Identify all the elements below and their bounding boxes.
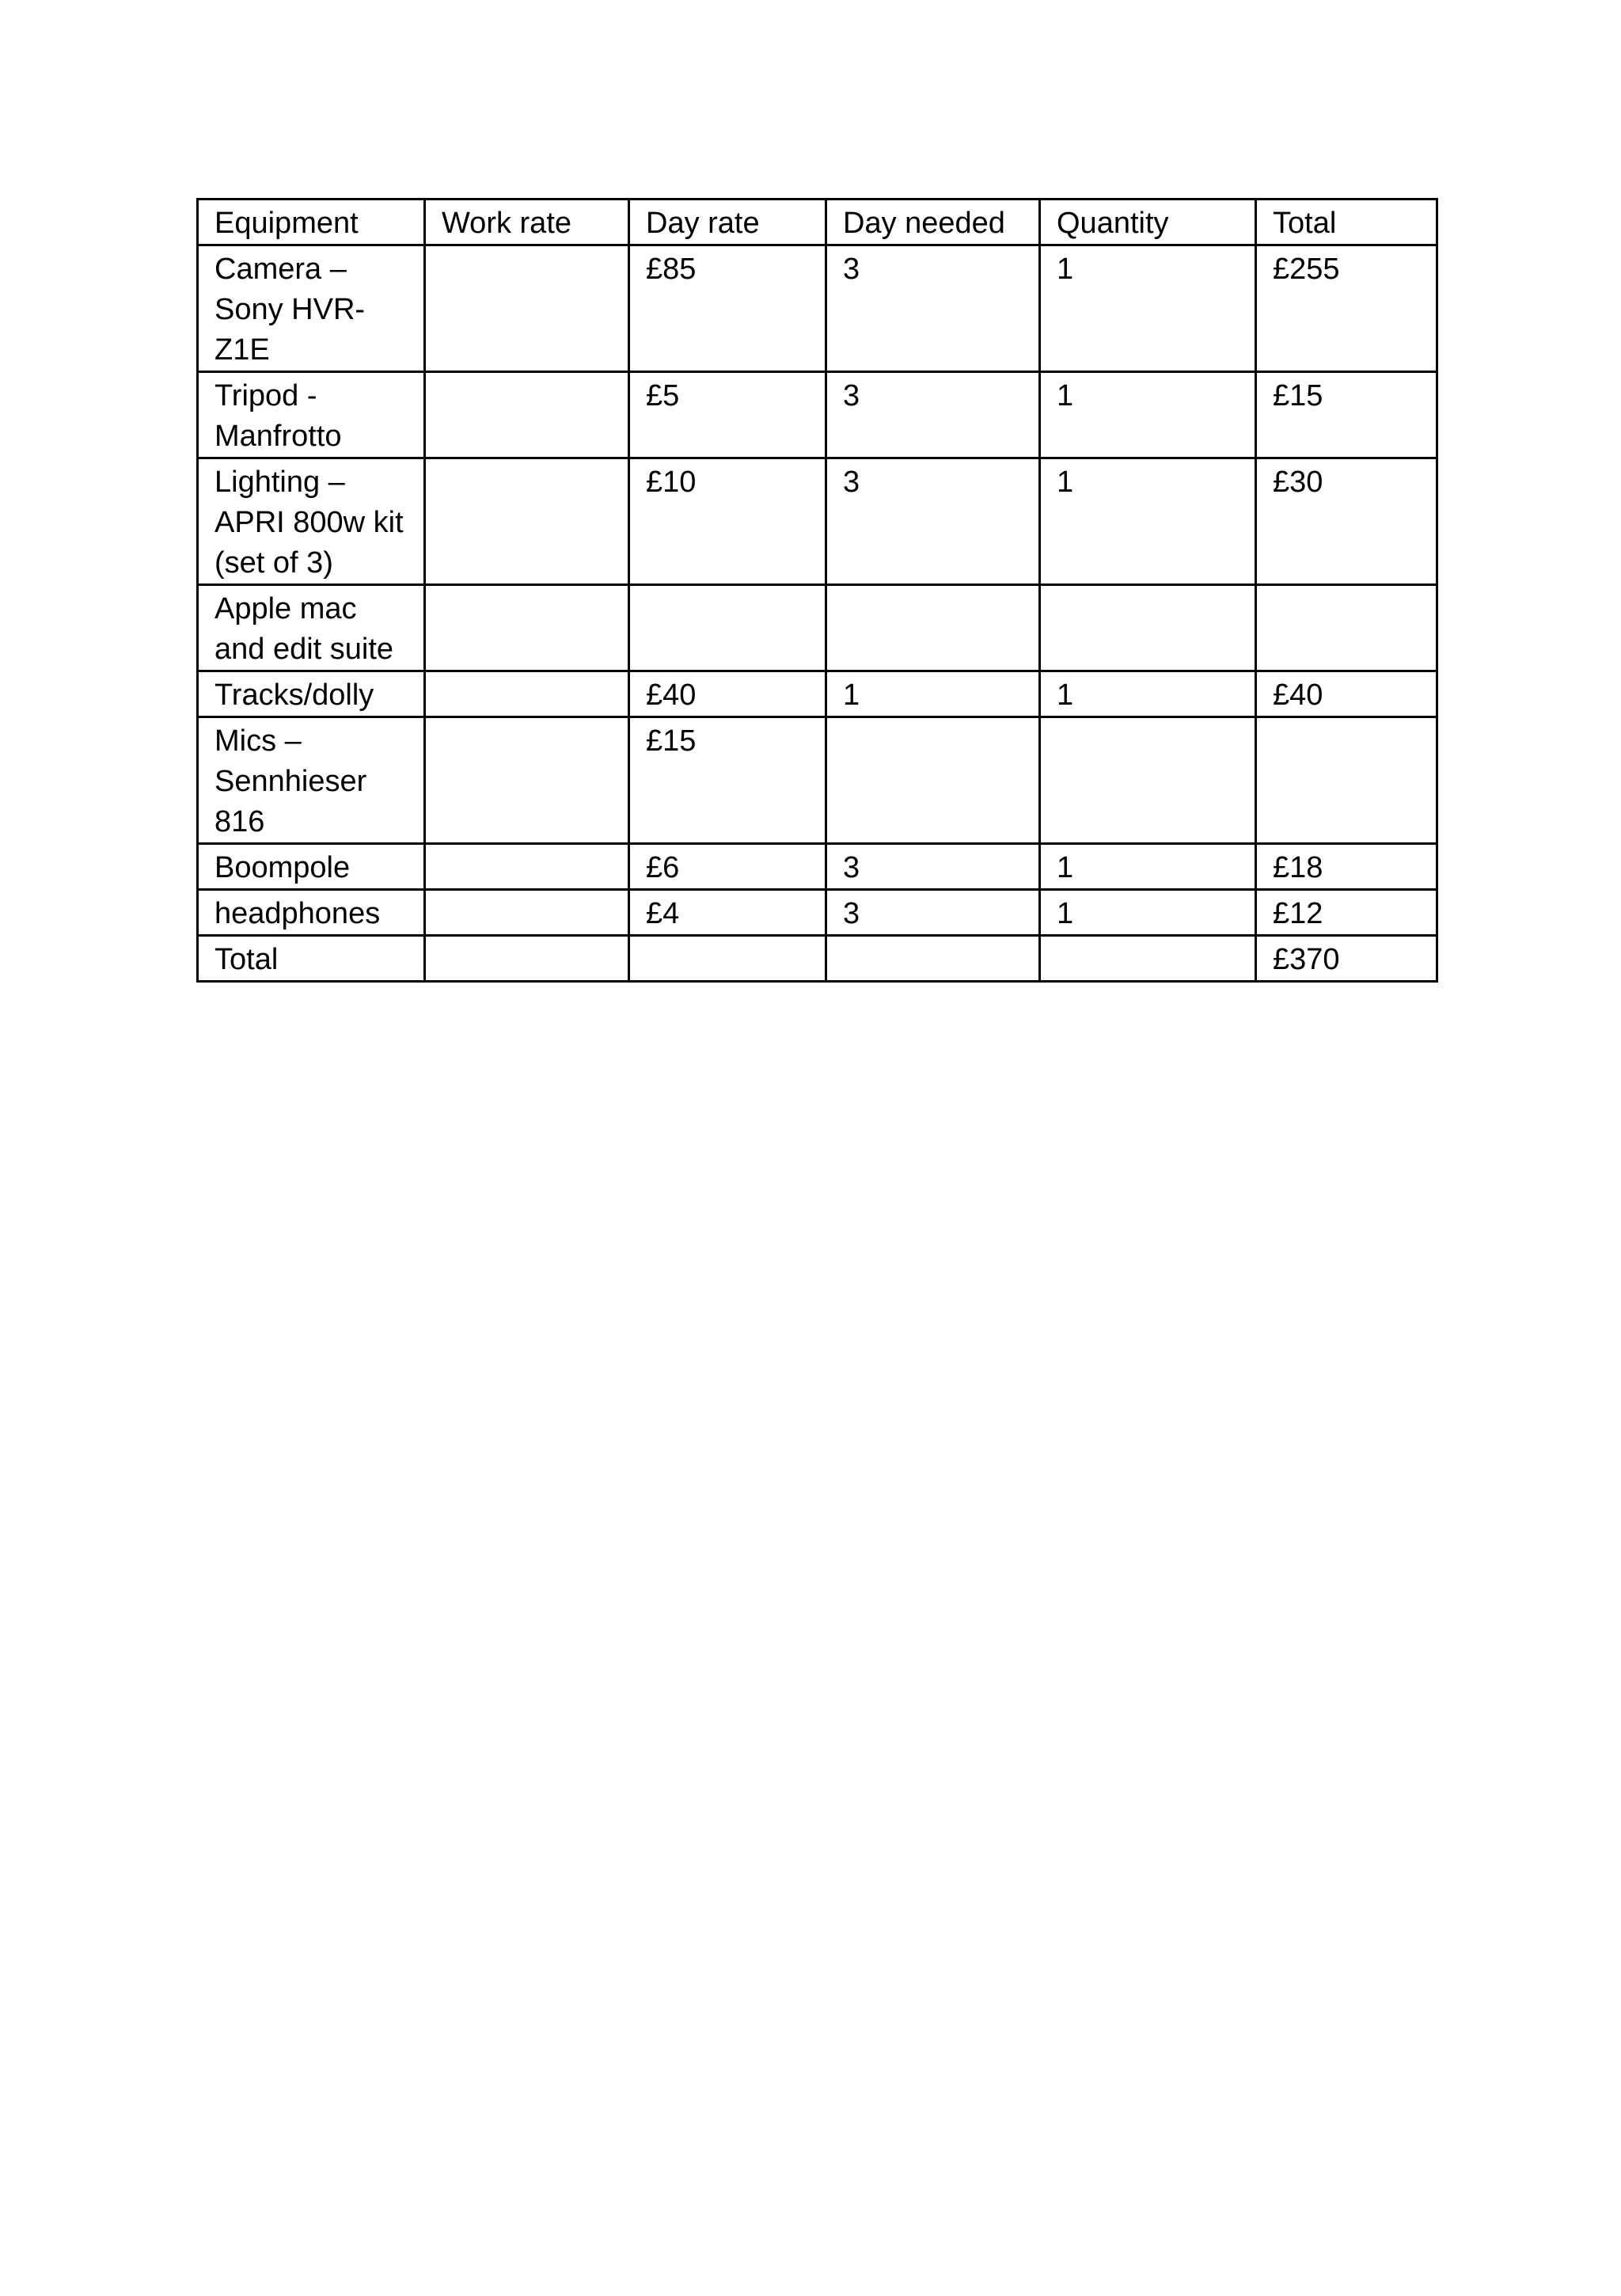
cell-work-rate — [425, 890, 629, 936]
cell-quantity — [1040, 717, 1256, 844]
table-header-row — [198, 200, 1437, 245]
table-row — [198, 671, 1437, 717]
table-row — [198, 844, 1437, 890]
equipment-line: Mics – — [214, 724, 302, 758]
equipment-line: Tracks/dolly — [214, 679, 374, 712]
table-total-row — [198, 936, 1437, 982]
cell-day-needed: 3 — [826, 372, 1040, 458]
table-row — [198, 890, 1437, 936]
cell-work-rate — [425, 585, 629, 671]
cell-total: £30 — [1256, 458, 1437, 585]
cell-total: £12 — [1256, 890, 1437, 936]
cell-total: £40 — [1256, 671, 1437, 717]
cell-day-rate — [629, 585, 826, 671]
cell-day-rate: £85 — [629, 245, 826, 372]
cell-quantity: 1 — [1040, 890, 1256, 936]
equipment-line: Sony HVR- Z1E — [214, 293, 366, 367]
cell-quantity: 1 — [1040, 458, 1256, 585]
equipment-line: Camera – — [214, 253, 347, 286]
equipment-line: Total — [214, 943, 279, 976]
table-row — [198, 245, 1437, 372]
cell-day-rate: £4 — [629, 890, 826, 936]
equipment-budget-table — [196, 198, 1438, 983]
equipment-line: (set of 3) — [214, 546, 333, 580]
cell-work-rate — [425, 717, 629, 844]
cell-quantity: 1 — [1040, 372, 1256, 458]
cell-day-needed: 1 — [826, 671, 1040, 717]
header-work-rate: Work rate — [425, 200, 629, 245]
cell-quantity: 1 — [1040, 245, 1256, 372]
equipment-line: Apple mac — [214, 592, 357, 625]
cell-day-rate: £6 — [629, 844, 826, 890]
equipment-line: and edit suite — [214, 633, 394, 666]
cell-work-rate — [425, 458, 629, 585]
cell-total: £15 — [1256, 372, 1437, 458]
cell-equipment — [198, 458, 425, 585]
cell-equipment — [198, 890, 425, 936]
cell-work-rate — [425, 844, 629, 890]
equipment-line: Boompole — [214, 851, 351, 884]
cell-work-rate — [425, 245, 629, 372]
cell-day-rate: £15 — [629, 717, 826, 844]
cell-grand-total: £370 — [1256, 936, 1437, 982]
cell-day-needed: 3 — [826, 458, 1040, 585]
header-equipment: Equipment — [198, 200, 425, 245]
cell-quantity — [1040, 585, 1256, 671]
cell-day-needed — [826, 585, 1040, 671]
cell-day-needed — [826, 936, 1040, 982]
header-total: Total — [1256, 200, 1437, 245]
header-quantity: Quantity — [1040, 200, 1256, 245]
equipment-line: Manfrotto — [214, 420, 342, 453]
cell-day-rate: £10 — [629, 458, 826, 585]
cell-total: £255 — [1256, 245, 1437, 372]
cell-day-rate: £40 — [629, 671, 826, 717]
header-day-rate: Day rate — [629, 200, 826, 245]
header-day-needed: Day needed — [826, 200, 1040, 245]
cell-day-needed — [826, 717, 1040, 844]
equipment-line: 816 — [214, 805, 265, 838]
cell-equipment — [198, 585, 425, 671]
equipment-line: headphones — [214, 897, 381, 930]
cell-equipment — [198, 372, 425, 458]
table-row — [198, 372, 1437, 458]
equipment-line: APRI 800w kit — [214, 506, 404, 539]
equipment-line: Sennhieser — [214, 765, 367, 798]
equipment-line: Lighting – — [214, 466, 345, 499]
cell-equipment — [198, 717, 425, 844]
cell-total: £18 — [1256, 844, 1437, 890]
table-row — [198, 458, 1437, 585]
cell-quantity: 1 — [1040, 671, 1256, 717]
cell-quantity: 1 — [1040, 844, 1256, 890]
cell-equipment — [198, 844, 425, 890]
cell-work-rate — [425, 671, 629, 717]
cell-day-needed: 3 — [826, 245, 1040, 372]
cell-total — [1256, 717, 1437, 844]
cell-equipment — [198, 671, 425, 717]
table-row — [198, 717, 1437, 844]
cell-day-needed: 3 — [826, 890, 1040, 936]
cell-work-rate — [425, 372, 629, 458]
cell-equipment — [198, 936, 425, 982]
cell-equipment — [198, 245, 425, 372]
table-row — [198, 585, 1437, 671]
equipment-line: Tripod - — [214, 379, 317, 412]
cell-day-needed: 3 — [826, 844, 1040, 890]
cell-day-rate: £5 — [629, 372, 826, 458]
cell-total — [1256, 585, 1437, 671]
cell-work-rate — [425, 936, 629, 982]
cell-day-rate — [629, 936, 826, 982]
cell-quantity — [1040, 936, 1256, 982]
